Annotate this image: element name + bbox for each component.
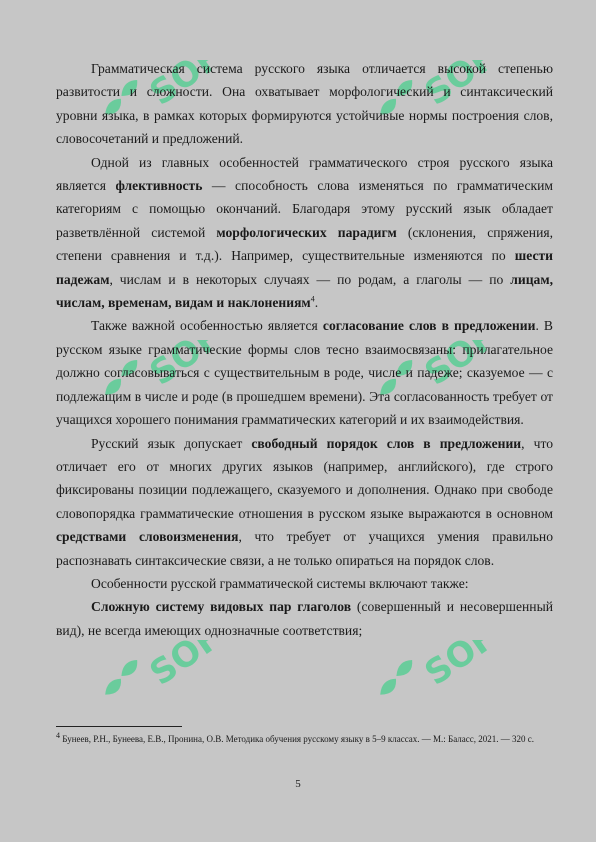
- paragraph-text: — способность слова изменяться по грамматическим категориям с помощью окончаний. Благодаря этому русский язык обладает разветвлённой системой: [56, 178, 553, 240]
- svg-text:SOFT: SOFT: [142, 640, 235, 694]
- paragraph-text: (совершенный и несовершенный вид), не всегда имеющих однозначные соответствия;: [56, 599, 553, 638]
- paragraph-text: Одной из главных особенностей грамматического строя русского языка является: [56, 154, 553, 194]
- bold-term: согласование слов в предложении: [322, 318, 536, 334]
- bold-term: шести падежам: [56, 248, 553, 287]
- footnote-divider: [56, 726, 182, 727]
- bold-term: флективность: [115, 178, 203, 194]
- leaf-logo-icon: [360, 640, 510, 715]
- footnote-text: Бунеев, Р.Н., Бунеева, Е.В., Пронина, О.В. Методика обучения русскому языку в 5–9 классах. — М.: Баласс, 2021. — 320 с.: [60, 734, 535, 744]
- svg-text:SOFT: SOFT: [417, 60, 510, 114]
- paragraph-text: (склонения, спряжения, степени сравнения и т.д.). Например, существительные изменяются по: [56, 224, 553, 264]
- bold-term: Сложную систему видовых пар глаголов: [91, 599, 352, 615]
- footnote-ref[interactable]: 4: [310, 294, 315, 304]
- footnote: [56, 730, 553, 749]
- svg-text:SOFT: SOFT: [142, 340, 235, 394]
- footnote-number: 4: [56, 731, 60, 740]
- bold-term: средствами словоизменения: [56, 529, 239, 545]
- paragraph-4: [56, 432, 553, 572]
- svg-text:SOFT: SOFT: [417, 340, 510, 394]
- paragraph-6: [56, 595, 553, 642]
- paragraph-text: . В русском языке грамматические формы слов тесно взаимосвязаны: прилагательное должно согласовываться с существительным в роде, числе и падеже; сказуемое — с подлежащим в числе и роде (в прошедшем времени). Эта согласованность требует от учащихся хорошего понимания грамматических категорий и их взаимодействия.: [56, 318, 553, 428]
- bold-term: лицам, числам, временам, видам и наклонениям: [56, 271, 553, 311]
- svg-text:SOFT: SOFT: [142, 60, 235, 114]
- watermark-logo-6: [360, 640, 510, 715]
- paragraph-3: [56, 314, 553, 431]
- page-number: 5: [295, 778, 301, 790]
- leaf-logo-icon: [85, 640, 235, 715]
- bold-term: свободный порядок слов в предложении: [251, 435, 522, 451]
- paragraph-text: , что требует от учащихся умения правильно распознавать синтаксические связи, а не только опираться на порядок слов.: [56, 529, 554, 568]
- watermark-logo-5: [85, 640, 235, 715]
- paragraph-text: Русский язык допускает: [91, 435, 252, 451]
- paragraph-text: , что отличает его от многих других языков (например, английского), где строго фиксированы позиции подлежащего, сказуемого и дополнения. Однако при свободе словопорядка грамматические отношения в русском языке выражаются в основном: [56, 435, 553, 521]
- bold-term: морфологических парадигм: [216, 224, 397, 240]
- paragraph-text: Также важной особенностью является: [91, 318, 323, 334]
- paragraph-5: [56, 572, 553, 595]
- body-text: [56, 57, 553, 642]
- paragraph-text: , числам и в некоторых случаях — по родам, а глаголы — по: [109, 271, 511, 287]
- paragraph-text: Особенности русской грамматической системы включают также:: [91, 575, 469, 591]
- paragraph-1: [56, 57, 553, 151]
- svg-text:SOFT: SOFT: [417, 640, 510, 694]
- paragraph-text: Грамматическая система русского языка отличается высокой степенью развитости и сложности. Она охватывает морфологический и синтаксический уровни языка, в рамках которых формируются устойчивые нормы построения слов, словосочетаний и предложений.: [56, 61, 553, 147]
- paragraph-text: .: [314, 295, 319, 311]
- paragraph-2: [56, 151, 553, 315]
